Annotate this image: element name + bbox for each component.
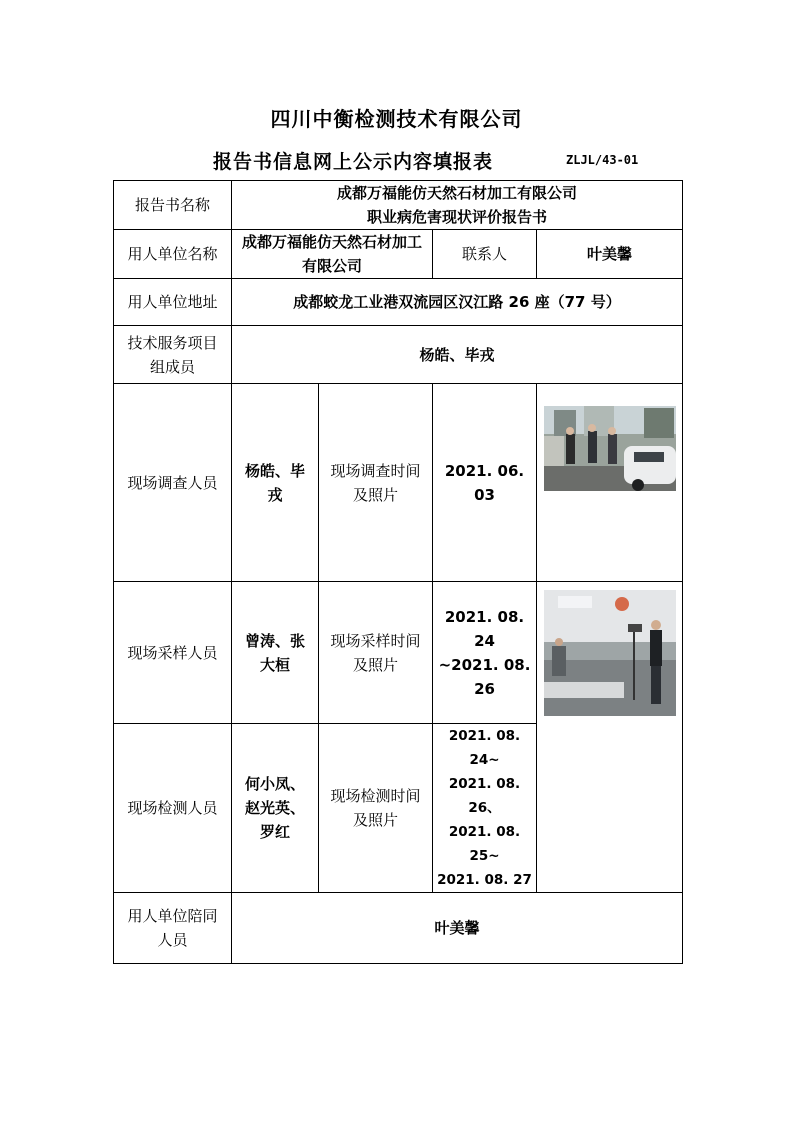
tech-members-label-line2: 组成员 bbox=[149, 357, 195, 376]
employer-address-value: 成都蛟龙工业港双流园区汉江路 26 座（77 号） bbox=[232, 279, 683, 326]
contact-label: 联系人 bbox=[433, 230, 537, 279]
sampling-time-label-line2: 及照片 bbox=[352, 655, 398, 674]
sampling-time-label bbox=[319, 582, 433, 724]
report-name-value bbox=[232, 181, 683, 230]
sampling-time-label-line1: 现场采样时间 bbox=[330, 631, 421, 650]
testing-people-line3: 罗红 bbox=[259, 823, 290, 841]
testing-time-label bbox=[319, 724, 433, 893]
employer-address-label: 用人单位地址 bbox=[114, 279, 232, 326]
testing-people-line2: 赵光英、 bbox=[244, 799, 305, 817]
testing-time-label-line2: 及照片 bbox=[352, 811, 398, 829]
row-accompany bbox=[114, 893, 683, 964]
report-name-line2: 职业病危害现状评价报告书 bbox=[367, 208, 548, 226]
sampling-date-line1: 2021. 08. 24 bbox=[444, 607, 525, 650]
row-tech-members bbox=[114, 326, 683, 384]
sampling-people-line1: 曾涛、张 bbox=[244, 631, 305, 650]
accompany-label-line2: 人员 bbox=[157, 931, 188, 949]
sampling-people bbox=[232, 582, 319, 724]
sampling-date bbox=[433, 582, 537, 724]
survey-people bbox=[232, 384, 319, 582]
report-name-line1: 成都万福能仿天然石材加工有限公司 bbox=[337, 184, 578, 202]
sampling-people-line2: 大桓 bbox=[259, 655, 290, 674]
accompany-label bbox=[114, 893, 232, 964]
survey-people-line2: 戎 bbox=[267, 485, 283, 504]
contact-value: 叶美馨 bbox=[537, 230, 683, 279]
testing-date-line1: 2021. 08. 24~ bbox=[448, 728, 521, 768]
row-report-name bbox=[114, 181, 683, 230]
report-name-label: 报告书名称 bbox=[114, 181, 232, 230]
testing-label: 现场检测人员 bbox=[114, 724, 232, 893]
survey-label: 现场调查人员 bbox=[114, 384, 232, 582]
row-employer-address bbox=[114, 279, 683, 326]
employer-name-value bbox=[232, 230, 433, 279]
testing-time-label-line1: 现场检测时间 bbox=[330, 787, 421, 805]
testing-people bbox=[232, 724, 319, 893]
survey-people-line1: 杨皓、毕 bbox=[244, 461, 305, 480]
row-employer-name bbox=[114, 230, 683, 279]
sampling-photo-cell bbox=[537, 582, 683, 893]
testing-date-line2: 2021. 08. 26、 bbox=[448, 776, 521, 816]
row-sampling bbox=[114, 582, 683, 724]
survey-photo bbox=[544, 406, 676, 491]
survey-time-label-line2: 及照片 bbox=[352, 485, 398, 504]
sampling-date-line2: ~2021. 08. 26 bbox=[438, 655, 531, 698]
survey-time-label bbox=[319, 384, 433, 582]
accompany-value: 叶美馨 bbox=[232, 893, 683, 964]
row-survey bbox=[114, 384, 683, 582]
form-title: 报告书信息网上公示内容填报表 bbox=[213, 151, 494, 173]
employer-name-label: 用人单位名称 bbox=[114, 230, 232, 279]
testing-date-line3: 2021. 08. 25~ bbox=[448, 824, 521, 864]
sampling-label: 现场采样人员 bbox=[114, 582, 232, 724]
sampling-photo bbox=[544, 590, 676, 716]
employer-name-line2: 有限公司 bbox=[301, 257, 362, 275]
testing-date-line4: 2021. 08. 27 bbox=[437, 872, 532, 888]
tech-members-label-line1: 技术服务项目 bbox=[127, 333, 218, 352]
employer-name-line1: 成都万福能仿天然石材加工 bbox=[241, 233, 422, 251]
form-code: ZLJL/43-01 bbox=[566, 153, 639, 167]
survey-time-label-line1: 现场调查时间 bbox=[330, 461, 421, 480]
info-table bbox=[113, 180, 683, 964]
testing-people-line1: 何小凤、 bbox=[244, 775, 305, 793]
survey-photo-cell bbox=[537, 384, 683, 582]
tech-members-label bbox=[114, 326, 232, 384]
company-title: 四川中衡检测技术有限公司 bbox=[270, 107, 523, 131]
survey-date: 2021. 06. 03 bbox=[433, 384, 537, 582]
accompany-label-line1: 用人单位陪同 bbox=[127, 907, 218, 925]
testing-date bbox=[433, 724, 537, 893]
tech-members-value: 杨皓、毕戎 bbox=[232, 326, 683, 384]
